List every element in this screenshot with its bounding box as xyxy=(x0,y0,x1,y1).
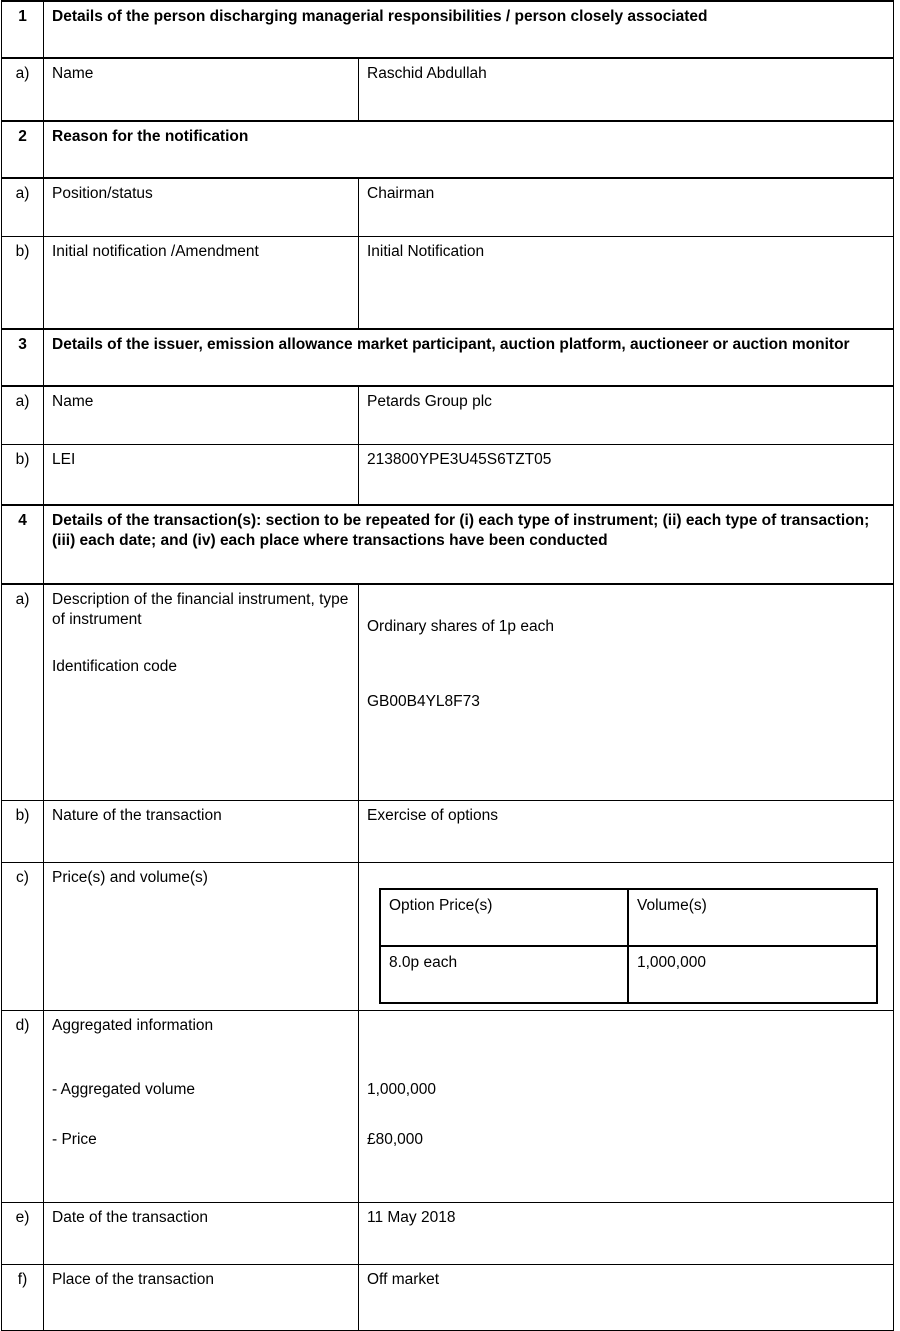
row-label-1a: Name xyxy=(44,58,359,121)
price-volume-header-row xyxy=(380,889,877,946)
row-index-3a: a) xyxy=(2,386,44,445)
row-label-2b: Initial notification /Amendment xyxy=(44,237,359,330)
table-row xyxy=(2,1011,894,1203)
row-value-4c xyxy=(359,863,894,1011)
row-value-4a xyxy=(359,584,894,801)
section-heading-row-3 xyxy=(2,329,894,386)
row-index-2b: b) xyxy=(2,237,44,330)
row-value-4b: Exercise of options xyxy=(359,801,894,863)
row-label-3b: LEI xyxy=(44,445,359,506)
row-label-4b: Nature of the transaction xyxy=(44,801,359,863)
table-row xyxy=(2,237,894,330)
row-value-2a: Chairman xyxy=(359,178,894,237)
table-row xyxy=(2,1203,894,1265)
section-heading-row-1 xyxy=(2,1,894,58)
table-row xyxy=(2,863,894,1011)
row-value-4d xyxy=(359,1011,894,1203)
table-row xyxy=(2,445,894,506)
table-row xyxy=(2,58,894,121)
aggregated-information-label: Aggregated information xyxy=(52,1017,214,1034)
row-index-4f: f) xyxy=(2,1265,44,1331)
spacer xyxy=(367,1100,885,1130)
price-volume-table xyxy=(379,888,878,1004)
row-index-1a: a) xyxy=(2,58,44,121)
row-index-4c: c) xyxy=(2,863,44,1011)
row-index-4b: b) xyxy=(2,801,44,863)
section-heading-4: Details of the transaction(s): section to be repeated for (i) each type of instrument; (ii) each type of transaction; (iii) each date; and (iv) each place where transactions have been conducted xyxy=(44,505,894,584)
instrument-description-value: Ordinary shares of 1p each xyxy=(367,618,554,635)
section-heading-1: Details of the person discharging managerial responsibilities / person closely associated xyxy=(44,1,894,58)
row-index-4a: a) xyxy=(2,584,44,801)
table-row xyxy=(2,178,894,237)
row-label-2a: Position/status xyxy=(44,178,359,237)
row-label-4f: Place of the transaction xyxy=(44,1265,359,1331)
identification-code-label: Identification code xyxy=(52,657,177,675)
row-value-4f: Off market xyxy=(359,1265,894,1331)
identification-code-value: GB00B4YL8F73 xyxy=(367,692,480,710)
volume-header: Volume(s) xyxy=(628,889,877,946)
section-heading-row-4 xyxy=(2,505,894,584)
spacer xyxy=(52,1100,350,1130)
row-value-2b: Initial Notification xyxy=(359,237,894,330)
pdmr-notification-table xyxy=(1,0,894,1331)
section-number-4: 4 xyxy=(2,505,44,584)
aggregated-volume-label: - Aggregated volume xyxy=(52,1080,196,1098)
row-value-1a: Raschid Abdullah xyxy=(359,58,894,121)
section-heading-row-2 xyxy=(2,121,894,178)
row-label-4a xyxy=(44,584,359,801)
spacer xyxy=(367,1036,885,1080)
price-volume-data-row xyxy=(380,946,877,1003)
option-price-value: 8.0p each xyxy=(380,946,628,1003)
row-value-4e: 11 May 2018 xyxy=(359,1203,894,1265)
instrument-description-label: Description of the financial instrument, type of instrument xyxy=(52,591,349,628)
row-index-2a: a) xyxy=(2,178,44,237)
volume-value: 1,000,000 xyxy=(628,946,877,1003)
aggregated-price-label: - Price xyxy=(52,1130,97,1148)
table-row xyxy=(2,584,894,801)
section-heading-2: Reason for the notification xyxy=(44,121,894,178)
section-number-3: 3 xyxy=(2,329,44,386)
aggregated-volume-value: 1,000,000 xyxy=(367,1080,436,1098)
table-row xyxy=(2,386,894,445)
aggregated-information-value-blank xyxy=(367,1016,885,1036)
row-value-3b: 213800YPE3U45S6TZT05 xyxy=(359,445,894,506)
row-label-3a: Name xyxy=(44,386,359,445)
row-value-3a: Petards Group plc xyxy=(359,386,894,445)
row-index-4e: e) xyxy=(2,1203,44,1265)
row-label-4c: Price(s) and volume(s) xyxy=(44,863,359,1011)
section-heading-3: Details of the issuer, emission allowance market participant, auction platform, auctioneer or auction monitor xyxy=(44,329,894,386)
row-index-3b: b) xyxy=(2,445,44,506)
table-row xyxy=(2,801,894,863)
row-label-4e: Date of the transaction xyxy=(44,1203,359,1265)
section-number-2: 2 xyxy=(2,121,44,178)
spacer xyxy=(52,1036,350,1080)
aggregated-price-value: £80,000 xyxy=(367,1130,424,1148)
row-index-4d: d) xyxy=(2,1011,44,1203)
table-row xyxy=(2,1265,894,1331)
option-price-header: Option Price(s) xyxy=(380,889,628,946)
section-number-1: 1 xyxy=(2,1,44,58)
row-label-4d xyxy=(44,1011,359,1203)
